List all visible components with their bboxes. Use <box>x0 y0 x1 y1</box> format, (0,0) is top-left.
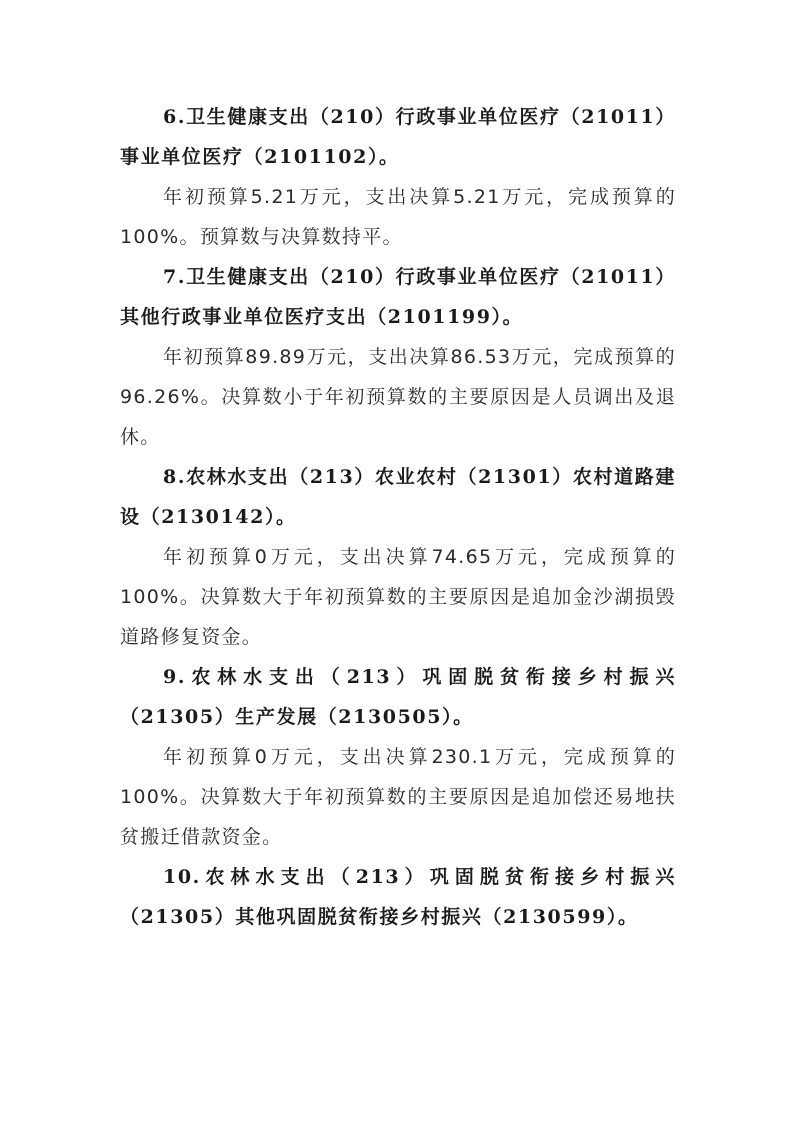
document-content <box>120 97 676 937</box>
section-6-heading: 6.卫生健康支出（210）行政事业单位医疗（21011）事业单位医疗（2101102）。 <box>120 106 676 168</box>
section-9-heading: 9.农林水支出（213）巩固脱贫衔接乡村振兴（21305）生产发展（2130505）。 <box>120 666 676 728</box>
section-9-body: 年初预算0万元，支出决算230.1万元，完成预算的100%。决算数大于年初预算数的主要原因是追加偿还易地扶贫搬迁借款资金。 <box>120 746 676 848</box>
section-7-heading: 7.卫生健康支出（210）行政事业单位医疗（21011）其他行政事业单位医疗支出（2101199）。 <box>120 266 676 328</box>
section-7-body: 年初预算89.89万元，支出决算86.53万元，完成预算的96.26%。决算数小于年初预算数的主要原因是人员调出及退休。 <box>120 346 676 448</box>
section-6-body: 年初预算5.21万元，支出决算5.21万元，完成预算的100%。预算数与决算数持平。 <box>120 186 676 248</box>
section-8-body: 年初预算0万元，支出决算74.65万元，完成预算的100%。决算数大于年初预算数的主要原因是追加金沙湖损毁道路修复资金。 <box>120 546 676 648</box>
section-8-heading: 8.农林水支出（213）农业农村（21301）农村道路建设（2130142）。 <box>120 466 676 528</box>
section-10-heading: 10.农林水支出（213）巩固脱贫衔接乡村振兴（21305）其他巩固脱贫衔接乡村振兴（2130599）。 <box>120 866 676 928</box>
